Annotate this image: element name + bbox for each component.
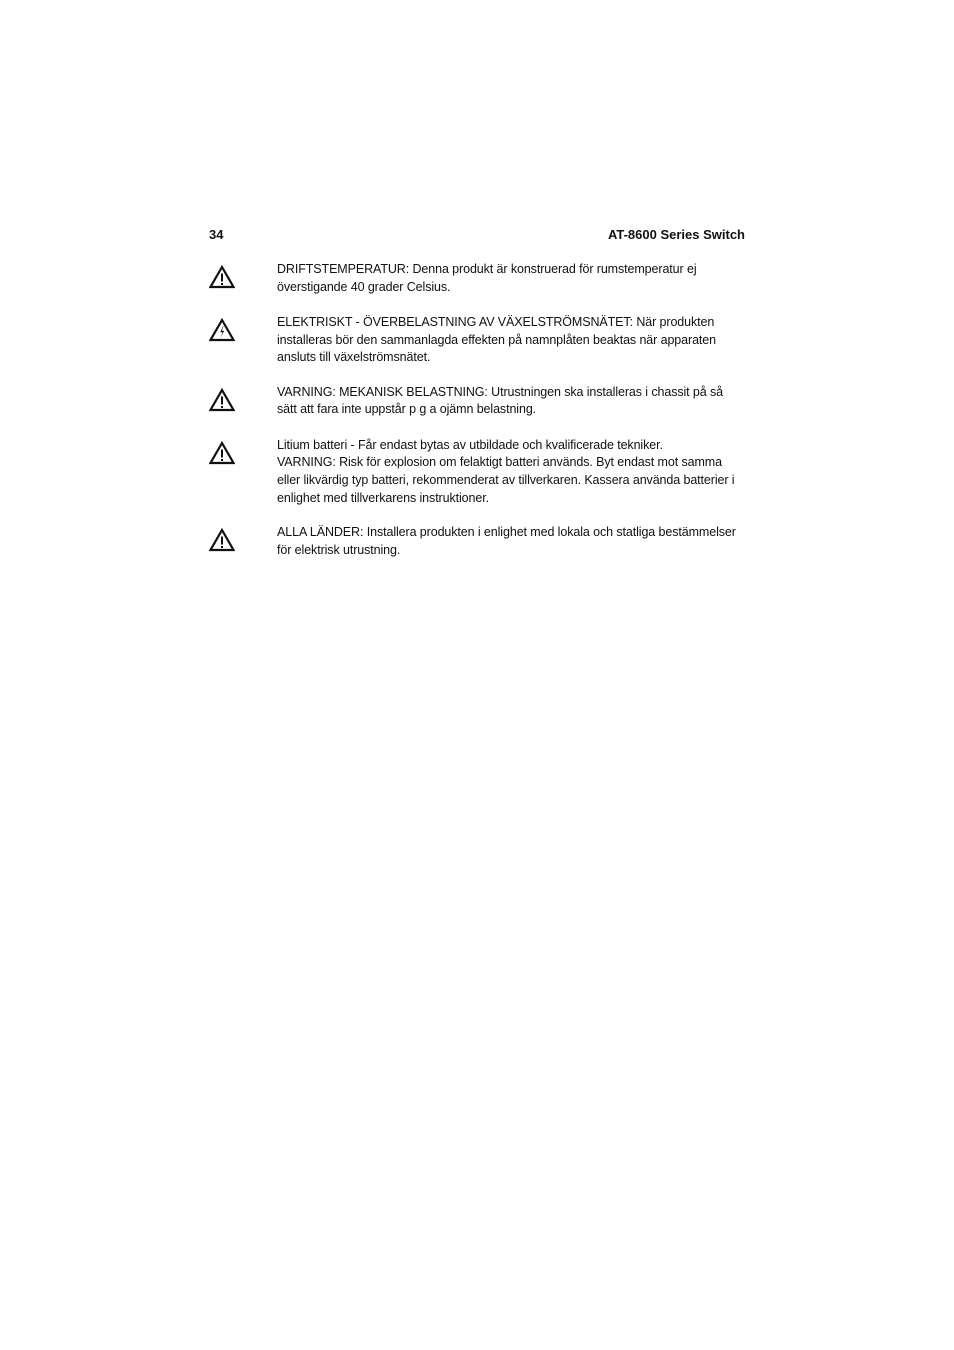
warning-paragraph: ELEKTRISKT - ÖVERBELASTNING AV VÄXELSTRÖMSNÄTET: När produkten installeras bör den sammanlagda effekten på namnplåten beaktas när apparaten ansluts till växelströmsnätet. [277, 315, 716, 365]
warning-triangle-icon [209, 528, 235, 552]
warning-text [277, 314, 745, 367]
warning-item [209, 437, 745, 507]
warning-item [209, 384, 745, 420]
warning-triangle-icon [209, 265, 235, 289]
warning-text [277, 384, 745, 419]
warning-list [209, 261, 745, 577]
warning-paragraph: VARNING: Risk för explosion om felaktigt batteri används. Byt endast mot samma eller likvärdig typ batteri, rekommenderat av tillverkaren. Kassera använda batterier i enlighet med tillverkarens instruktioner. [277, 455, 735, 505]
page-header [209, 227, 745, 247]
warning-paragraph: ALLA LÄNDER: Installera produkten i enlighet med lokala och statliga bestämmelser för elektrisk utrustning. [277, 525, 736, 557]
warning-text [277, 261, 745, 296]
page-number: 34 [209, 227, 224, 242]
electric-warning-triangle-icon [209, 318, 235, 342]
warning-item [209, 524, 745, 560]
document-title: AT-8600 Series Switch [607, 227, 745, 242]
warning-text [277, 437, 745, 507]
warning-paragraph: Litium batteri - Får endast bytas av utbildade och kvalificerade tekniker. [277, 437, 663, 452]
warning-item [209, 261, 745, 297]
warning-paragraph: VARNING: MEKANISK BELASTNING: Utrustningen ska installeras i chassit på så sätt att fara inte uppstår p g a ojämn belastning. [277, 384, 724, 417]
warning-item [209, 314, 745, 367]
warning-paragraph: DRIFTSTEMPERATUR: Denna produkt är konstruerad för rumstemperatur ej överstigande 40 grader Celsius. [277, 262, 697, 294]
warning-triangle-icon [209, 388, 235, 412]
warning-triangle-icon [209, 441, 235, 465]
warning-text [277, 524, 745, 559]
